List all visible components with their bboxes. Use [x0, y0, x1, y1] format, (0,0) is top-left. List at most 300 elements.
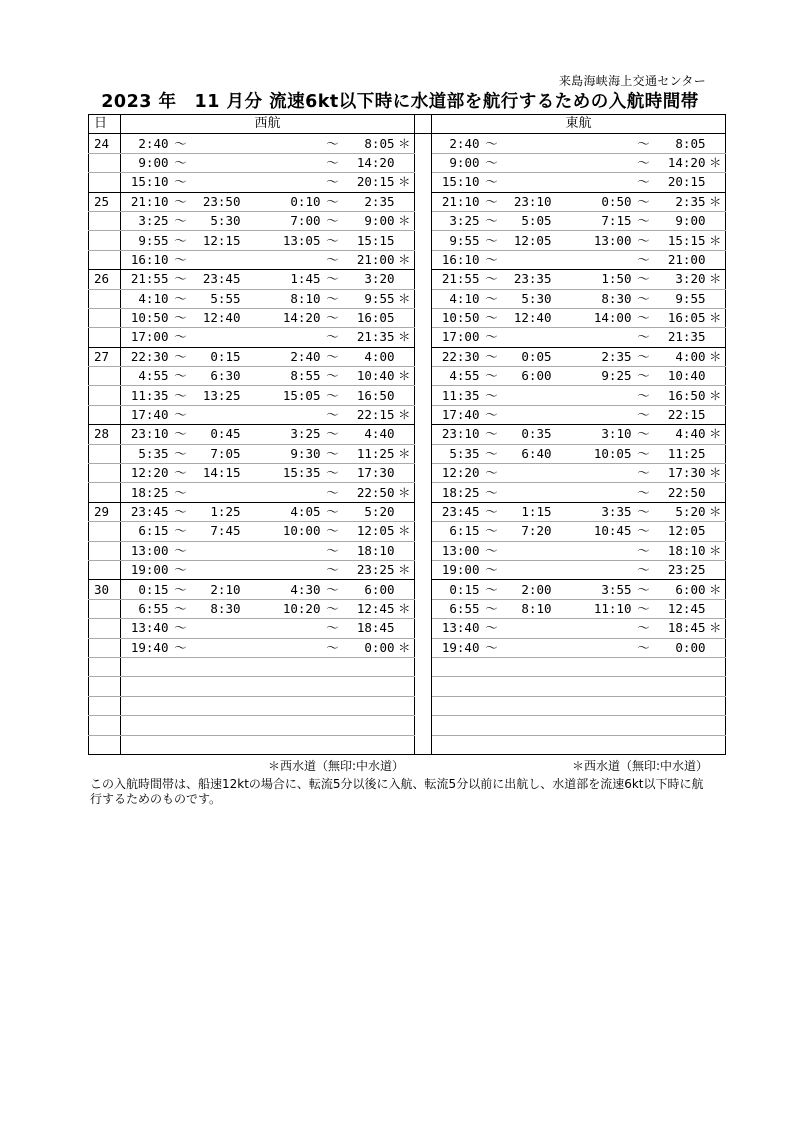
west-end-time-1: [193, 405, 241, 424]
east-end-time-1: 7:20: [504, 522, 552, 541]
east-tilde: ～: [632, 250, 656, 269]
column-gap: [415, 560, 432, 579]
table-row: [89, 560, 726, 579]
east-end-time-1: 23:10: [504, 192, 552, 211]
east-start-time: 13:40: [432, 619, 480, 638]
east-end-time: 12:05: [656, 522, 706, 541]
east-end-time: 2:35: [656, 192, 706, 211]
east-tilde: ～: [632, 638, 656, 657]
east-end-time: 11:25: [656, 444, 706, 463]
east-tilde: ～: [480, 541, 504, 560]
west-tilde: ～: [169, 464, 193, 483]
table-row: [89, 347, 726, 366]
day-cell: [89, 464, 121, 483]
east-start-time-2: 11:10: [552, 599, 632, 618]
west-channel-mark: [395, 347, 415, 366]
east-start-time-2: [552, 619, 632, 638]
east-tilde: ～: [480, 231, 504, 250]
east-start-time: 9:55: [432, 231, 480, 250]
west-channel-mark: ＊: [395, 560, 415, 579]
east-tilde: ～: [480, 599, 504, 618]
west-end-time-1: [193, 716, 241, 735]
west-end-time-1: [193, 696, 241, 715]
schedule-table: [88, 114, 726, 755]
footnote: この入航時間帯は、船速12ktの場合に、転流5分以後に入航、転流5分以前に出航し、水道部を流速6kt以下時に航行するためのものです。: [90, 777, 704, 806]
east-end-time: 16:50: [656, 386, 706, 405]
west-tilde: ～: [321, 386, 345, 405]
day-cell: [89, 153, 121, 172]
east-tilde: ～: [480, 173, 504, 192]
west-end-time-1: 23:50: [193, 192, 241, 211]
east-end-time: 8:05: [656, 134, 706, 153]
table-row: [89, 677, 726, 696]
east-tilde: ～: [480, 192, 504, 211]
east-end-time: [656, 657, 706, 676]
west-channel-mark: [395, 735, 415, 754]
west-channel-mark: [395, 231, 415, 250]
east-start-time-2: 3:55: [552, 580, 632, 599]
east-channel-mark: [706, 289, 726, 308]
day-cell: [89, 405, 121, 424]
west-end-time-1: 5:55: [193, 289, 241, 308]
east-start-time: 6:15: [432, 522, 480, 541]
east-start-time-2: [552, 464, 632, 483]
east-tilde: ～: [480, 425, 504, 444]
east-tilde: ～: [632, 444, 656, 463]
east-tilde: ～: [632, 173, 656, 192]
west-channel-mark: ＊: [395, 599, 415, 618]
east-tilde: ～: [632, 289, 656, 308]
east-channel-mark: [706, 677, 726, 696]
west-end-time-1: [193, 677, 241, 696]
east-tilde: ～: [632, 522, 656, 541]
west-start-time: 22:30: [121, 347, 169, 366]
west-channel-mark: ＊: [395, 289, 415, 308]
west-start-time: 9:00: [121, 153, 169, 172]
east-tilde: ～: [480, 134, 504, 153]
east-end-time-1: [504, 173, 552, 192]
east-start-time-2: [552, 405, 632, 424]
east-channel-mark: ＊: [706, 308, 726, 327]
west-start-time-2: [241, 560, 321, 579]
west-end-time: 22:50: [345, 483, 395, 502]
west-start-time: 13:40: [121, 619, 169, 638]
east-end-time-1: [504, 619, 552, 638]
column-gap: [415, 405, 432, 424]
east-channel-mark: ＊: [706, 347, 726, 366]
west-start-time: 21:10: [121, 192, 169, 211]
east-start-time-2: [552, 638, 632, 657]
west-end-time: 16:50: [345, 386, 395, 405]
east-end-time: 0:00: [656, 638, 706, 657]
east-start-time-2: 8:30: [552, 289, 632, 308]
west-channel-mark: [395, 619, 415, 638]
east-start-time: [432, 657, 480, 676]
west-channel-mark: [395, 716, 415, 735]
west-end-time: 14:20: [345, 153, 395, 172]
west-start-time-2: 10:20: [241, 599, 321, 618]
east-tilde: [632, 716, 656, 735]
west-tilde: ～: [321, 328, 345, 347]
west-end-time-1: [193, 541, 241, 560]
table-row: [89, 134, 726, 153]
east-end-time: 16:05: [656, 308, 706, 327]
east-start-time: [432, 716, 480, 735]
east-tilde: ～: [480, 289, 504, 308]
west-tilde: ～: [321, 134, 345, 153]
table-row: [89, 367, 726, 386]
column-gap: [415, 677, 432, 696]
east-start-time: 23:45: [432, 502, 480, 521]
west-start-time-2: [241, 134, 321, 153]
west-tilde: [169, 657, 193, 676]
east-start-time-2: [552, 735, 632, 754]
column-gap: [415, 289, 432, 308]
west-end-time: 11:25: [345, 444, 395, 463]
header-east: 東航: [432, 115, 726, 134]
east-channel-mark: [706, 405, 726, 424]
day-cell: 30: [89, 580, 121, 599]
east-channel-mark: [706, 444, 726, 463]
east-end-time: 17:30: [656, 464, 706, 483]
west-tilde: ～: [321, 502, 345, 521]
west-start-time-2: 14:20: [241, 308, 321, 327]
west-tilde: ～: [321, 289, 345, 308]
west-end-time-1: 2:10: [193, 580, 241, 599]
east-channel-mark: ＊: [706, 386, 726, 405]
east-start-time-2: 10:45: [552, 522, 632, 541]
west-tilde: [169, 677, 193, 696]
west-tilde: ～: [169, 580, 193, 599]
table-row: [89, 425, 726, 444]
west-start-time: 3:25: [121, 211, 169, 230]
east-start-time: 6:55: [432, 599, 480, 618]
west-end-time-1: [193, 134, 241, 153]
table-row: [89, 464, 726, 483]
day-cell: [89, 211, 121, 230]
header-west: 西航: [121, 115, 415, 134]
east-tilde: ～: [632, 231, 656, 250]
east-channel-mark: ＊: [706, 153, 726, 172]
east-start-time: 5:35: [432, 444, 480, 463]
west-tilde: ～: [321, 192, 345, 211]
legend-note-west: ＊西水道（無印:中水道）: [268, 759, 405, 773]
west-end-time-1: 6:30: [193, 367, 241, 386]
west-start-time: 6:15: [121, 522, 169, 541]
east-start-time-2: [552, 657, 632, 676]
west-channel-mark: [395, 580, 415, 599]
day-cell: [89, 657, 121, 676]
west-end-time: 4:40: [345, 425, 395, 444]
west-tilde: ～: [169, 231, 193, 250]
day-cell: [89, 735, 121, 754]
column-gap: [415, 328, 432, 347]
west-end-time-1: 0:15: [193, 347, 241, 366]
west-tilde: [169, 735, 193, 754]
east-start-time-2: 3:10: [552, 425, 632, 444]
west-tilde: ～: [321, 211, 345, 230]
west-tilde: ～: [169, 211, 193, 230]
east-end-time-1: 1:15: [504, 502, 552, 521]
column-gap: [415, 231, 432, 250]
west-start-time-2: 9:30: [241, 444, 321, 463]
west-tilde: ～: [169, 502, 193, 521]
table-row: [89, 657, 726, 676]
west-end-time-1: [193, 657, 241, 676]
west-start-time: 19:00: [121, 560, 169, 579]
east-channel-mark: ＊: [706, 580, 726, 599]
east-channel-mark: ＊: [706, 502, 726, 521]
west-start-time: 23:45: [121, 502, 169, 521]
east-tilde: [480, 657, 504, 676]
west-tilde: ～: [169, 153, 193, 172]
west-tilde: ～: [169, 522, 193, 541]
table-row: [89, 502, 726, 521]
east-tilde: ～: [480, 522, 504, 541]
east-tilde: ～: [632, 483, 656, 502]
west-end-time: 15:15: [345, 231, 395, 250]
west-end-time: 18:45: [345, 619, 395, 638]
east-channel-mark: ＊: [706, 464, 726, 483]
west-start-time: 21:55: [121, 270, 169, 289]
east-end-time-1: 6:40: [504, 444, 552, 463]
east-end-time: 9:00: [656, 211, 706, 230]
east-start-time: 21:55: [432, 270, 480, 289]
east-tilde: ～: [480, 347, 504, 366]
west-start-time-2: 2:40: [241, 347, 321, 366]
table-row: [89, 270, 726, 289]
west-tilde: [321, 716, 345, 735]
west-start-time-2: [241, 638, 321, 657]
east-end-time-1: 23:35: [504, 270, 552, 289]
east-end-time-1: 12:40: [504, 308, 552, 327]
west-start-time: 23:10: [121, 425, 169, 444]
east-channel-mark: [706, 211, 726, 230]
east-end-time: 18:45: [656, 619, 706, 638]
east-start-time: [432, 696, 480, 715]
west-channel-mark: ＊: [395, 367, 415, 386]
legend-note-east: ＊西水道（無印:中水道）: [572, 759, 709, 773]
east-tilde: ～: [480, 153, 504, 172]
west-tilde: ～: [321, 347, 345, 366]
east-start-time: 12:20: [432, 464, 480, 483]
column-gap: [415, 367, 432, 386]
west-end-time-1: 23:45: [193, 270, 241, 289]
day-cell: [89, 231, 121, 250]
east-end-time-1: [504, 134, 552, 153]
east-start-time: 19:40: [432, 638, 480, 657]
table-row: [89, 308, 726, 327]
day-cell: 26: [89, 270, 121, 289]
west-tilde: ～: [169, 347, 193, 366]
east-end-time: 3:20: [656, 270, 706, 289]
west-start-time: 12:20: [121, 464, 169, 483]
west-channel-mark: [395, 308, 415, 327]
day-cell: 25: [89, 192, 121, 211]
west-end-time: 4:00: [345, 347, 395, 366]
west-start-time-2: [241, 677, 321, 696]
east-end-time-1: [504, 483, 552, 502]
east-end-time-1: 0:05: [504, 347, 552, 366]
east-channel-mark: [706, 638, 726, 657]
east-end-time: [656, 716, 706, 735]
east-tilde: [632, 735, 656, 754]
west-start-time: 5:35: [121, 444, 169, 463]
east-tilde: ～: [480, 386, 504, 405]
west-end-time: [345, 716, 395, 735]
table-row: [89, 716, 726, 735]
column-gap: [415, 153, 432, 172]
west-end-time: 10:40: [345, 367, 395, 386]
table-row: [89, 250, 726, 269]
west-start-time-2: [241, 153, 321, 172]
west-start-time-2: [241, 483, 321, 502]
east-tilde: ～: [632, 619, 656, 638]
west-end-time: 20:15: [345, 173, 395, 192]
east-start-time-2: 0:50: [552, 192, 632, 211]
day-cell: [89, 638, 121, 657]
west-end-time: 9:00: [345, 211, 395, 230]
west-tilde: ～: [169, 250, 193, 269]
east-start-time: 9:00: [432, 153, 480, 172]
east-tilde: [480, 696, 504, 715]
west-end-time-1: [193, 560, 241, 579]
west-end-time: 12:05: [345, 522, 395, 541]
west-start-time: 19:40: [121, 638, 169, 657]
column-gap: [415, 211, 432, 230]
west-tilde: ～: [169, 192, 193, 211]
west-tilde: ～: [321, 405, 345, 424]
column-gap: [415, 522, 432, 541]
west-tilde: [321, 735, 345, 754]
day-cell: 24: [89, 134, 121, 153]
table-row: [89, 328, 726, 347]
east-tilde: ～: [632, 386, 656, 405]
west-end-time-1: 5:30: [193, 211, 241, 230]
west-start-time: 4:10: [121, 289, 169, 308]
east-start-time-2: [552, 560, 632, 579]
west-channel-mark: ＊: [395, 173, 415, 192]
east-tilde: ～: [632, 347, 656, 366]
west-start-time-2: 7:00: [241, 211, 321, 230]
west-start-time-2: 4:30: [241, 580, 321, 599]
west-tilde: ～: [321, 599, 345, 618]
table-row: [89, 638, 726, 657]
east-end-time-1: [504, 716, 552, 735]
day-cell: [89, 173, 121, 192]
west-tilde: ～: [169, 541, 193, 560]
west-tilde: ～: [321, 367, 345, 386]
table-row: [89, 483, 726, 502]
west-start-time-2: 0:10: [241, 192, 321, 211]
west-end-time: 3:20: [345, 270, 395, 289]
east-end-time-1: 5:05: [504, 211, 552, 230]
west-start-time-2: 1:45: [241, 270, 321, 289]
east-tilde: ～: [480, 560, 504, 579]
table-row: [89, 386, 726, 405]
west-channel-mark: [395, 464, 415, 483]
east-tilde: ～: [632, 134, 656, 153]
west-start-time: 11:35: [121, 386, 169, 405]
east-start-time-2: 1:50: [552, 270, 632, 289]
west-tilde: ～: [169, 599, 193, 618]
west-end-time: 21:00: [345, 250, 395, 269]
east-start-time: 10:50: [432, 308, 480, 327]
west-start-time-2: [241, 250, 321, 269]
east-tilde: ～: [632, 367, 656, 386]
column-gap: [415, 192, 432, 211]
day-cell: [89, 716, 121, 735]
day-cell: [89, 328, 121, 347]
table-row: [89, 211, 726, 230]
east-tilde: ～: [632, 211, 656, 230]
west-start-time: 4:55: [121, 367, 169, 386]
east-end-time: 21:00: [656, 250, 706, 269]
west-tilde: ～: [169, 289, 193, 308]
column-gap: [415, 270, 432, 289]
west-start-time: 15:10: [121, 173, 169, 192]
east-end-time: 6:00: [656, 580, 706, 599]
west-channel-mark: ＊: [395, 134, 415, 153]
east-end-time: 5:20: [656, 502, 706, 521]
schedule-body: [89, 134, 726, 755]
east-end-time-1: 2:00: [504, 580, 552, 599]
column-gap: [415, 716, 432, 735]
east-tilde: ～: [480, 308, 504, 327]
west-start-time-2: 8:10: [241, 289, 321, 308]
east-start-time-2: [552, 677, 632, 696]
day-cell: [89, 696, 121, 715]
table-header-row: [89, 115, 726, 134]
table-row: [89, 153, 726, 172]
west-tilde: ～: [321, 250, 345, 269]
west-end-time: 16:05: [345, 308, 395, 327]
east-start-time: [432, 677, 480, 696]
east-start-time-2: [552, 328, 632, 347]
east-tilde: [480, 716, 504, 735]
west-tilde: ～: [169, 134, 193, 153]
west-end-time: 8:05: [345, 134, 395, 153]
east-channel-mark: [706, 522, 726, 541]
west-start-time: 9:55: [121, 231, 169, 250]
east-end-time: 22:50: [656, 483, 706, 502]
west-tilde: ～: [321, 231, 345, 250]
east-end-time-1: [504, 328, 552, 347]
east-channel-mark: [706, 735, 726, 754]
west-tilde: [169, 696, 193, 715]
west-channel-mark: [395, 677, 415, 696]
east-start-time-2: 2:35: [552, 347, 632, 366]
east-tilde: ～: [632, 580, 656, 599]
east-tilde: ～: [632, 599, 656, 618]
east-tilde: ～: [480, 405, 504, 424]
west-start-time-2: [241, 619, 321, 638]
west-channel-mark: [395, 657, 415, 676]
west-channel-mark: [395, 541, 415, 560]
east-start-time-2: [552, 696, 632, 715]
east-tilde: [632, 677, 656, 696]
day-cell: [89, 444, 121, 463]
east-start-time-2: 14:00: [552, 308, 632, 327]
column-gap: [415, 599, 432, 618]
west-end-time-1: 8:30: [193, 599, 241, 618]
east-start-time-2: 9:25: [552, 367, 632, 386]
west-tilde: ～: [321, 541, 345, 560]
west-tilde: [321, 677, 345, 696]
west-channel-mark: ＊: [395, 522, 415, 541]
east-end-time-1: 5:30: [504, 289, 552, 308]
west-tilde: ～: [321, 619, 345, 638]
